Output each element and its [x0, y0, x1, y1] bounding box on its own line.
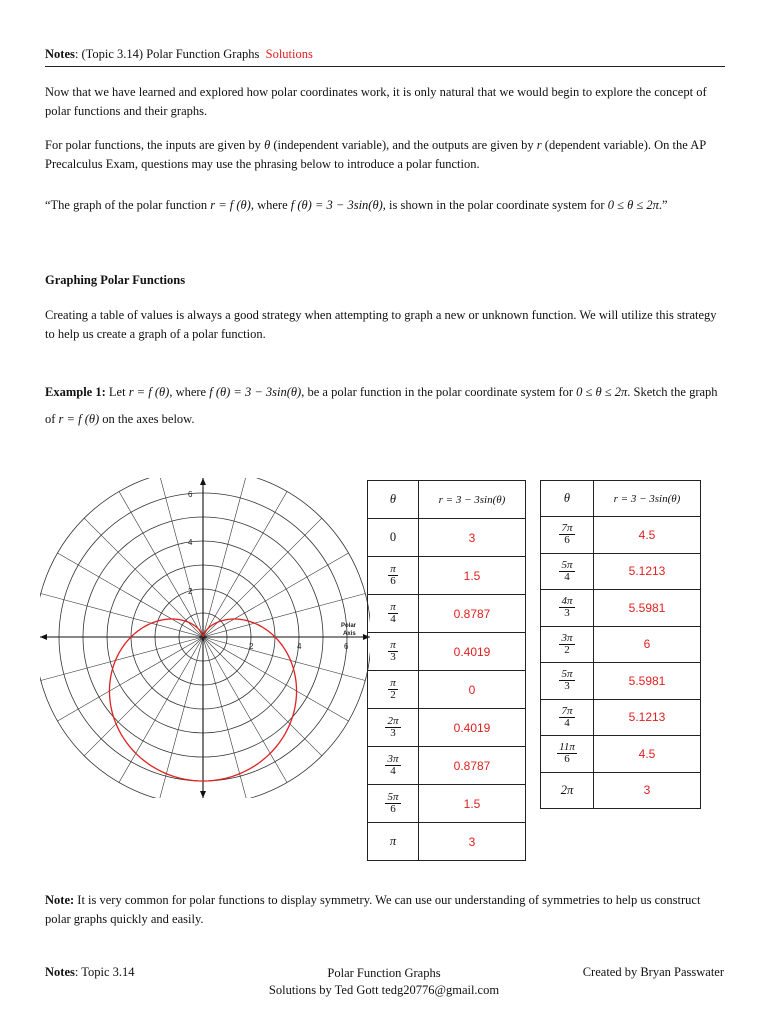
table2-row [541, 626, 701, 663]
table2-row [541, 699, 701, 736]
grid-ray [203, 637, 365, 680]
table2-theta-cell [541, 736, 594, 773]
fraction-numerator: 7π [561, 522, 573, 535]
fraction-denominator: 6 [564, 753, 570, 766]
theta-value: 0 [389, 530, 397, 544]
example-text-4: . Sketch the graph of [45, 385, 718, 426]
table2-row [541, 517, 701, 554]
example-text-3: , be a polar function in the polar coordinate system for [301, 385, 574, 399]
table2-row [541, 736, 701, 773]
header-solutions: Solutions [265, 47, 313, 61]
fraction-numerator: 3π [387, 753, 399, 765]
table1-theta-cell [368, 747, 419, 785]
quote-text-1: “The graph of the polar function [45, 198, 208, 212]
grid-ray [203, 594, 365, 637]
table2-r-header: r = 3 − 3sin(θ) [594, 481, 701, 517]
table1-row [368, 671, 526, 709]
quote-end: .” [658, 198, 668, 212]
example-text-2: , where [169, 385, 207, 399]
fraction-denominator: 3 [390, 651, 396, 663]
strategy-paragraph [45, 306, 725, 344]
table1-r-cell: 0.4019 [419, 709, 526, 747]
table1-theta-header: θ [368, 481, 419, 519]
fraction-denominator: 2 [390, 689, 396, 701]
fraction-numerator: π [390, 563, 396, 575]
table2-r-cell: 5.1213 [594, 553, 701, 590]
table2-r-cell: 5.5981 [594, 590, 701, 627]
table1-r-cell: 0 [419, 671, 526, 709]
table2-r-cell: 4.5 [594, 517, 701, 554]
polar-axis-label [341, 623, 357, 637]
header-rule [45, 66, 725, 67]
header-notes-label: Notes [45, 47, 75, 61]
theta-fraction [559, 706, 574, 729]
theta-fraction [559, 669, 574, 692]
quote-text-3: , is shown in the polar coordinate system for [382, 198, 605, 212]
table1-theta-cell [368, 823, 419, 861]
table2-row [541, 553, 701, 590]
table2-row [541, 663, 701, 700]
theta-fraction [385, 792, 400, 815]
example-equation-3: r = f (θ) [58, 412, 100, 426]
inputs-text-1: For polar functions, the inputs are given by [45, 138, 261, 152]
fraction-denominator: 4 [564, 716, 570, 729]
footer-title: Polar Function Graphs [327, 966, 441, 980]
inputs-paragraph [45, 136, 725, 174]
tick-label-2-vertical: 2 [188, 587, 193, 596]
inputs-text-3: (dependent variable). On the AP Precalculus Exam, questions may use the phrasing below to introduce a polar function. [45, 138, 706, 171]
quote-paragraph [45, 193, 725, 217]
theta-fraction [385, 754, 400, 777]
note-paragraph [45, 891, 725, 929]
table1-theta-cell [368, 633, 419, 671]
table2-r-cell: 5.5981 [594, 663, 701, 700]
fraction-denominator: 6 [390, 803, 396, 815]
axis-arrow-down [200, 791, 206, 798]
table2-theta-cell [541, 517, 594, 554]
table2-theta-cell [541, 626, 594, 663]
footer-topic: : Topic 3.14 [74, 965, 135, 979]
example-text-1: Let [108, 385, 126, 399]
grid-ray [203, 637, 287, 782]
theta-value: π [389, 834, 397, 848]
table1-theta-cell [368, 709, 419, 747]
table1-row [368, 747, 526, 785]
footer-center [224, 965, 544, 999]
table1-r-header: r = 3 − 3sin(θ) [419, 481, 526, 519]
table2-theta-cell [541, 699, 594, 736]
footer-created-by: Created by Bryan Passwater [582, 965, 724, 979]
quote-text-2: , where [250, 198, 288, 212]
tick-label-4-vertical: 4 [188, 538, 193, 547]
theta-fraction [557, 742, 577, 765]
axis-arrow-up [200, 478, 206, 485]
inputs-text-2: (independent variable), and the outputs are given by [273, 138, 534, 152]
footer-notes-label: Notes [45, 965, 75, 979]
table1-r-cell: 0.8787 [419, 747, 526, 785]
fraction-denominator: 4 [390, 765, 396, 777]
theta-symbol: θ [264, 138, 271, 152]
fraction-denominator: 3 [564, 680, 570, 693]
grid-ray [160, 478, 203, 637]
example-text-5: on the axes below. [102, 412, 195, 426]
fraction-numerator: π [390, 677, 396, 689]
table1-r-cell: 0.4019 [419, 633, 526, 671]
fraction-denominator: 4 [390, 613, 396, 625]
theta-value: 2π [560, 782, 574, 797]
theta-fraction [559, 560, 574, 583]
table1-r-cell: 1.5 [419, 557, 526, 595]
fraction-denominator: 4 [564, 570, 570, 583]
table2-theta-cell [541, 772, 594, 809]
grid-ray [119, 637, 203, 782]
table1-row [368, 595, 526, 633]
fraction-numerator: π [390, 639, 396, 651]
table2-theta-header: θ [541, 481, 594, 517]
grid-ray [58, 637, 203, 721]
fraction-numerator: 5π [561, 558, 573, 571]
fraction-numerator: 4π [561, 595, 573, 608]
example-paragraph [45, 379, 725, 433]
table1-row [368, 785, 526, 823]
grid-ray [58, 553, 203, 637]
table1-theta-cell [368, 785, 419, 823]
tick-label-6-horizontal: 6 [344, 642, 349, 651]
theta-fraction [388, 678, 398, 701]
grid-ray [203, 478, 246, 637]
fraction-numerator: 2π [387, 715, 399, 727]
table2-r-cell: 5.1213 [594, 699, 701, 736]
grid-ray [84, 518, 203, 637]
table1-row [368, 557, 526, 595]
axis-arrow-left [40, 634, 47, 640]
table2-r-cell: 4.5 [594, 736, 701, 773]
theta-fraction [559, 523, 574, 546]
fraction-denominator: 6 [564, 534, 570, 547]
theta-fraction [388, 602, 398, 625]
table1-row [368, 709, 526, 747]
table1-row [368, 633, 526, 671]
footer-left [45, 965, 135, 980]
example-equation-1: r = f (θ) [128, 385, 170, 399]
tick-label-4-horizontal: 4 [297, 642, 302, 651]
theta-fraction [559, 633, 574, 656]
fraction-numerator: 5π [387, 791, 399, 803]
r-symbol: r [536, 138, 542, 152]
grid-ray [203, 637, 348, 721]
polar-axis-label-line1: Polar [341, 623, 357, 629]
table2-theta-cell [541, 663, 594, 700]
grid-ray [203, 492, 287, 637]
tick-label-2-horizontal: 2 [249, 642, 254, 651]
tick-label-6-vertical: 6 [188, 490, 193, 499]
fraction-denominator: 3 [564, 607, 570, 620]
table1-theta-cell [368, 671, 419, 709]
header-topic: : (Topic 3.14) Polar Function Graphs [74, 47, 260, 61]
fraction-denominator: 3 [390, 727, 396, 739]
table2-theta-cell [541, 553, 594, 590]
fraction-denominator: 6 [390, 575, 396, 587]
quote-range: 0 ≤ θ ≤ 2π [607, 198, 659, 212]
values-table-1 [367, 480, 526, 861]
grid-ray [203, 637, 322, 756]
table1-row [368, 823, 526, 861]
theta-fraction [388, 564, 398, 587]
grid-ray [41, 637, 203, 680]
fraction-numerator: π [390, 601, 396, 613]
table1-theta-cell [368, 519, 419, 557]
section-title: Graphing Polar Functions [45, 273, 186, 287]
table1-r-cell: 3 [419, 823, 526, 861]
table2-row [541, 590, 701, 627]
theta-fraction [388, 640, 398, 663]
table1-r-cell: 3 [419, 519, 526, 557]
fraction-denominator: 2 [564, 643, 570, 656]
example-label: Example 1: [45, 385, 106, 399]
theta-fraction [385, 716, 400, 739]
tick-labels [188, 490, 349, 651]
table2-r-cell: 6 [594, 626, 701, 663]
quote-equation-1: r = f (θ) [210, 198, 251, 212]
grid-ray [119, 492, 203, 637]
fraction-numerator: 5π [561, 668, 573, 681]
table1-theta-cell [368, 595, 419, 633]
footer-solutions-by: Solutions by Ted Gott tedg20776@gmail.com [268, 983, 500, 997]
table1-r-cell: 0.8787 [419, 595, 526, 633]
grid-ray [84, 637, 203, 756]
note-text: It is very common for polar functions to display symmetry. We can use our understanding of symmetries to help us construct polar graphs quickly and easily. [45, 893, 701, 926]
intro-paragraph [45, 83, 725, 121]
table1-row [368, 519, 526, 557]
values-table-2 [540, 480, 701, 809]
intro-text: Now that we have learned and explored how polar coordinates work, it is only natural that we would begin to explore the concept of polar functions and their graphs. [45, 85, 707, 118]
table1-r-cell: 1.5 [419, 785, 526, 823]
table2-header-row [541, 481, 701, 517]
table2-row [541, 772, 701, 809]
polar-axis-label-line2: Axis [343, 631, 356, 637]
polar-graph [40, 478, 370, 798]
theta-fraction [559, 596, 574, 619]
table1-theta-cell [368, 557, 419, 595]
quote-equation-2: f (θ) = 3 − 3sin(θ) [290, 198, 383, 212]
table2-r-cell: 3 [594, 772, 701, 809]
strategy-text: Creating a table of values is always a good strategy when attempting to graph a new or unknown function. We will utilize this strategy to help us create a graph of a polar function. [45, 308, 717, 341]
note-label: Note: [45, 893, 75, 907]
fraction-numerator: 11π [559, 741, 575, 754]
example-equation-2: f (θ) = 3 − 3sin(θ) [209, 385, 302, 399]
example-range: 0 ≤ θ ≤ 2π [576, 385, 628, 399]
grid-ray [41, 594, 203, 637]
page-header [45, 47, 725, 62]
grid-ray [203, 553, 348, 637]
fraction-numerator: 7π [561, 704, 573, 717]
polar-grid [40, 478, 370, 798]
fraction-numerator: 3π [561, 631, 573, 644]
table1-header-row [368, 481, 526, 519]
table2-theta-cell [541, 590, 594, 627]
grid-ray [203, 518, 322, 637]
